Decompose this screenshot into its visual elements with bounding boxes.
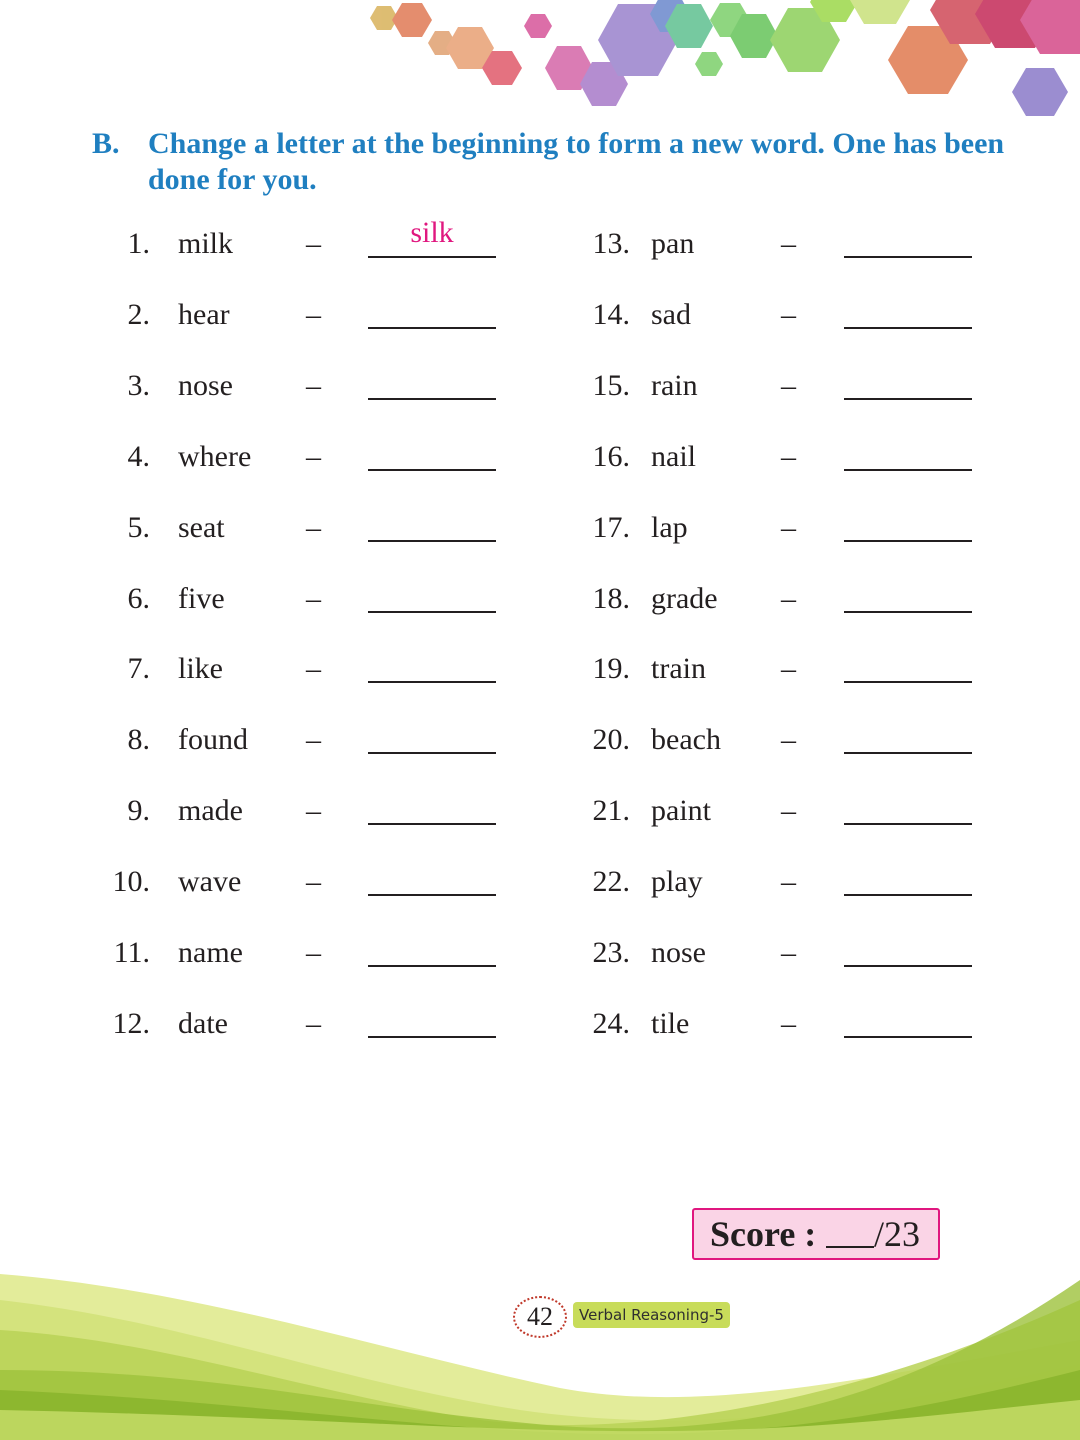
item-number: 20. bbox=[592, 723, 630, 757]
item-number: 3. bbox=[127, 368, 150, 402]
score-blank[interactable] bbox=[826, 1246, 874, 1248]
exercise-item bbox=[0, 577, 1080, 621]
item-word: pan bbox=[651, 227, 695, 260]
item-word: seat bbox=[178, 510, 225, 544]
item-dash: – bbox=[306, 439, 321, 473]
item-dash: – bbox=[781, 581, 796, 615]
item-dash: – bbox=[306, 652, 321, 686]
item-dash: – bbox=[306, 297, 321, 331]
item-number: 23. bbox=[592, 936, 630, 969]
exercise-item bbox=[0, 931, 1080, 975]
item-dash: – bbox=[781, 652, 796, 686]
item-number: 22. bbox=[592, 865, 630, 899]
item-word: wave bbox=[178, 865, 242, 899]
answer-text: silk bbox=[410, 216, 454, 249]
item-number: 9. bbox=[127, 794, 150, 828]
item-number: 18. bbox=[592, 581, 630, 615]
item-word: train bbox=[651, 652, 706, 686]
item-word: five bbox=[178, 581, 225, 615]
answer-blank[interactable] bbox=[844, 577, 972, 613]
exercise-item bbox=[0, 718, 1080, 762]
book-title: Verbal Reasoning-5 bbox=[573, 1302, 730, 1328]
item-number: 5. bbox=[127, 510, 150, 544]
item-number: 15. bbox=[592, 368, 630, 402]
item-word: nose bbox=[651, 936, 706, 969]
item-number: 16. bbox=[592, 439, 630, 473]
item-word: like bbox=[178, 652, 223, 686]
answer-blank[interactable] bbox=[844, 293, 972, 329]
answer-blank[interactable] bbox=[844, 718, 972, 754]
item-number: 19. bbox=[592, 652, 630, 686]
item-number: 8. bbox=[127, 723, 150, 757]
item-word: hear bbox=[178, 297, 230, 331]
item-dash: – bbox=[781, 297, 796, 331]
item-word: tile bbox=[651, 1006, 690, 1040]
item-number: 1. bbox=[127, 227, 150, 260]
exercise-item bbox=[0, 789, 1080, 833]
item-word: found bbox=[178, 723, 248, 757]
score-label: Score : bbox=[710, 1214, 817, 1254]
item-word: beach bbox=[651, 723, 721, 757]
item-number: 2. bbox=[127, 297, 150, 331]
item-dash: – bbox=[306, 581, 321, 615]
answer-blank[interactable] bbox=[844, 1002, 972, 1038]
item-dash: – bbox=[306, 227, 321, 260]
score-box bbox=[692, 1208, 940, 1260]
exercise-item bbox=[0, 435, 1080, 479]
exercise-item bbox=[0, 1002, 1080, 1046]
item-number: 7. bbox=[127, 652, 150, 686]
page-footer bbox=[513, 1296, 753, 1338]
item-number: 17. bbox=[592, 510, 630, 544]
item-number: 14. bbox=[592, 297, 630, 331]
item-number: 24. bbox=[592, 1006, 630, 1040]
item-dash: – bbox=[306, 794, 321, 828]
item-word: paint bbox=[651, 794, 711, 828]
item-dash: – bbox=[781, 865, 796, 899]
item-word: nail bbox=[651, 439, 696, 473]
answer-blank[interactable] bbox=[844, 860, 972, 896]
item-word: grade bbox=[651, 581, 718, 615]
item-word: milk bbox=[178, 227, 234, 260]
answer-blank[interactable] bbox=[844, 222, 972, 258]
section-instruction: Change a letter at the beginning to form a new word. One has been done for you. bbox=[148, 127, 1005, 196]
score-total: /23 bbox=[874, 1214, 921, 1254]
exercise-item bbox=[0, 364, 1080, 408]
item-word: play bbox=[651, 865, 703, 899]
item-dash: – bbox=[306, 368, 321, 402]
section-label: B. bbox=[92, 127, 120, 160]
item-dash: – bbox=[306, 1006, 321, 1040]
item-number: 12. bbox=[112, 1006, 150, 1040]
item-number: 21. bbox=[592, 794, 630, 828]
item-number: 10. bbox=[112, 865, 150, 899]
item-dash: – bbox=[781, 1006, 796, 1040]
item-word: nose bbox=[178, 368, 233, 402]
item-number: 11. bbox=[113, 936, 150, 969]
exercise-item bbox=[0, 222, 1080, 266]
green-wave-decoration bbox=[0, 1260, 1080, 1440]
item-word: date bbox=[178, 1006, 228, 1040]
item-dash: – bbox=[306, 936, 321, 969]
item-word: where bbox=[178, 439, 252, 473]
item-word: lap bbox=[651, 510, 688, 544]
item-dash: – bbox=[781, 439, 796, 473]
item-dash: – bbox=[306, 865, 321, 899]
answer-blank[interactable] bbox=[844, 364, 972, 400]
answer-blank[interactable] bbox=[844, 435, 972, 471]
item-dash: – bbox=[306, 723, 321, 757]
hexagon-decoration bbox=[0, 0, 1080, 130]
exercise-item bbox=[0, 860, 1080, 904]
answer-blank[interactable] bbox=[844, 647, 972, 683]
item-dash: – bbox=[306, 510, 321, 544]
item-dash: – bbox=[781, 723, 796, 757]
answer-blank[interactable] bbox=[844, 931, 972, 967]
answer-blank[interactable] bbox=[844, 789, 972, 825]
exercise-item bbox=[0, 506, 1080, 550]
item-word: name bbox=[178, 936, 243, 969]
item-dash: – bbox=[781, 794, 796, 828]
item-number: 13. bbox=[592, 227, 630, 260]
exercise-item bbox=[0, 647, 1080, 691]
item-word: rain bbox=[651, 368, 698, 402]
exercise-item bbox=[0, 293, 1080, 337]
item-dash: – bbox=[781, 368, 796, 402]
item-dash: – bbox=[781, 936, 796, 969]
page-number: 42 bbox=[513, 1296, 567, 1338]
item-dash: – bbox=[781, 510, 796, 544]
item-word: made bbox=[178, 794, 243, 828]
answer-blank[interactable] bbox=[844, 506, 972, 542]
item-number: 4. bbox=[127, 439, 150, 473]
item-dash: – bbox=[781, 227, 796, 260]
item-word: sad bbox=[651, 297, 691, 331]
item-number: 6. bbox=[127, 581, 150, 615]
